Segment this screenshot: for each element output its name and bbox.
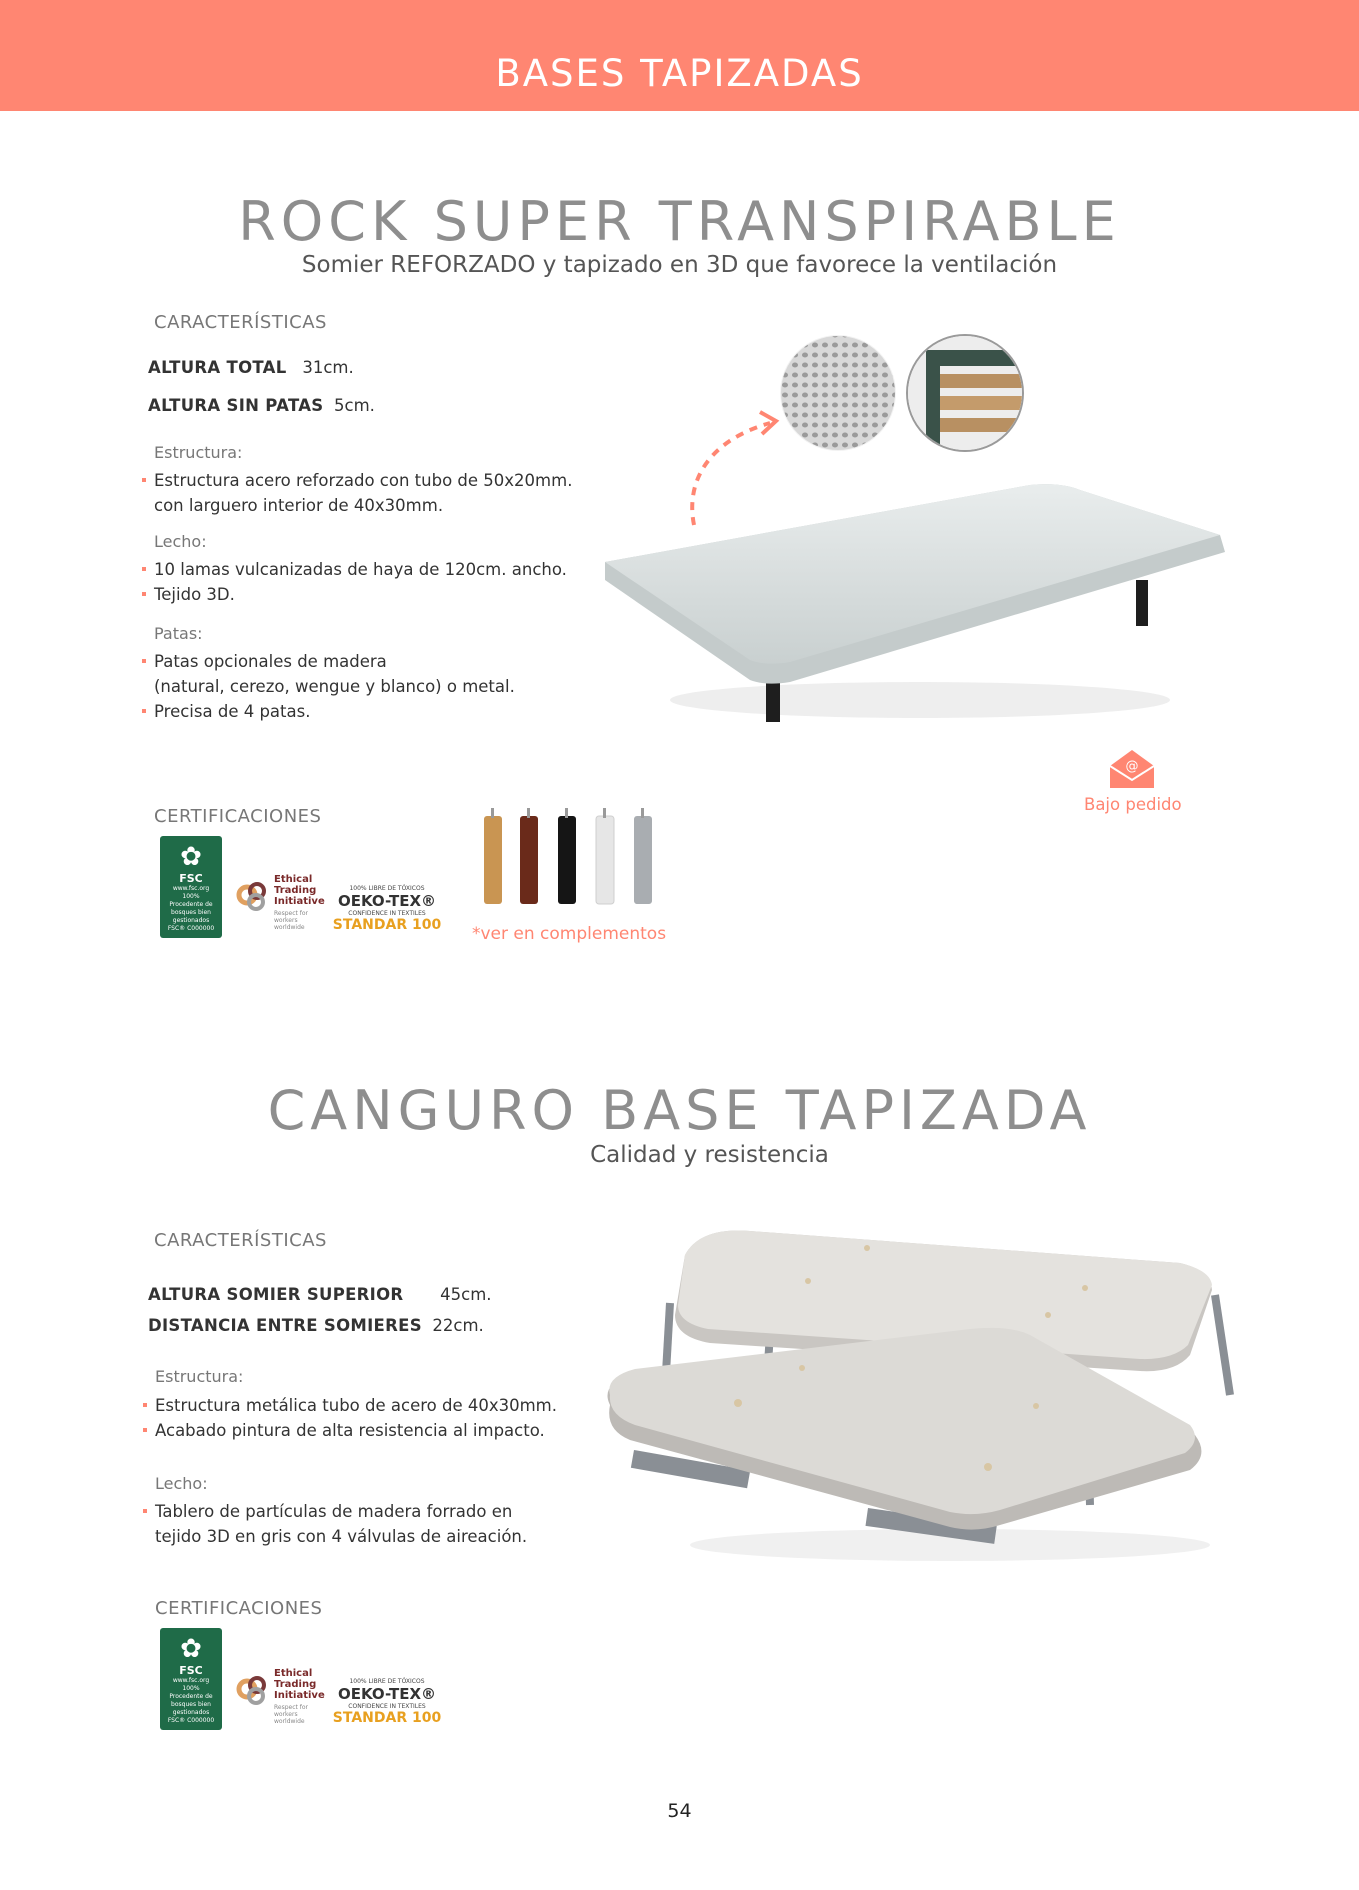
spec-label: DISTANCIA ENTRE SOMIERES	[148, 1316, 422, 1335]
product1-patas-item: Patas opcionales de madera	[142, 649, 387, 674]
product2-lecho-item-cont: tejido 3D en gris con 4 válvulas de aireación.	[155, 1527, 528, 1546]
product2-characteristics-heading: CARACTERÍSTICAS	[154, 1230, 327, 1251]
spec-label: ALTURA SIN PATAS	[148, 396, 324, 415]
product1-spec-altura-total	[148, 358, 354, 377]
bullet-dot	[143, 1509, 147, 1513]
fsc-tree-icon: ✿	[180, 842, 202, 872]
oeko-tex-logo: 100% LIBRE DE TÓXICOS OEKO-TEX® CONFIDENCE IN TEXTILES STANDAR 100	[332, 1678, 442, 1726]
bullet-dot	[142, 659, 146, 663]
oeko-tex-logo: 100% LIBRE DE TÓXICOS OEKO-TEX® CONFIDENCE IN TEXTILES STANDAR 100	[332, 885, 442, 933]
product1-lecho-label: Lecho:	[154, 532, 207, 551]
svg-text:@: @	[1125, 759, 1139, 774]
fsc-logo: ✿ FSC www.fsc.org 100% Procedente de bosques bien gestionados FSC® C000000	[160, 1628, 222, 1730]
product2-certifications-heading: CERTIFICACIONES	[155, 1598, 323, 1619]
product1-lecho-item: 10 lamas vulcanizadas de haya de 120cm. ancho.	[142, 557, 567, 582]
fsc-tree-icon: ✿	[180, 1634, 202, 1664]
product1-characteristics-heading: CARACTERÍSTICAS	[154, 312, 327, 333]
bullet-dot	[142, 592, 146, 596]
bullet-dot	[143, 1403, 147, 1407]
ethical-trading-initiative-logo: Ethical Trading Initiative Respect for workers worldwide	[236, 1668, 326, 1732]
product1-bed-base-image	[590, 330, 1250, 750]
product2-estructura-item: Acabado pintura de alta resistencia al impacto.	[143, 1418, 545, 1443]
legs-note: *ver en complementos	[472, 924, 667, 944]
product2-lecho-item: Tablero de partículas de madera forrado en	[143, 1499, 512, 1524]
legs-options-image	[478, 808, 668, 908]
spec-label: ALTURA SOMIER SUPERIOR	[148, 1285, 404, 1304]
ethical-trading-initiative-logo: Ethical Trading Initiative Respect for workers worldwide	[236, 874, 326, 938]
product1-estructura-item-cont: con larguero interior de 40x30mm.	[154, 496, 444, 515]
product1-subtitle: Somier REFORZADO y tapizado en 3D que favorece la ventilación	[301, 252, 1058, 278]
bullet-dot	[142, 478, 146, 482]
product2-lecho-label: Lecho:	[155, 1474, 208, 1493]
envelope-at-icon	[1108, 748, 1156, 790]
product2-estructura-label: Estructura:	[155, 1367, 244, 1386]
bajo-pedido-label: Bajo pedido	[1084, 795, 1182, 814]
product2-spec-distancia-entre-somieres	[148, 1316, 484, 1335]
page-number: 54	[667, 1800, 692, 1822]
product1-patas-item: Precisa de 4 patas.	[142, 699, 310, 724]
bullet-dot	[143, 1428, 147, 1432]
fsc-logo: ✿ FSC www.fsc.org 100% Procedente de bosques bien gestionados FSC® C000000	[160, 836, 222, 938]
spec-value: 45cm.	[440, 1285, 492, 1304]
product1-estructura-label: Estructura:	[154, 443, 243, 462]
eti-rings-icon	[236, 880, 270, 914]
product1-estructura-item: Estructura acero reforzado con tubo de 50x20mm.	[142, 468, 572, 493]
product1-lecho-item: Tejido 3D.	[142, 582, 235, 607]
spec-value: 22cm.	[432, 1316, 484, 1335]
product1-patas-item-cont: (natural, cerezo, wengue y blanco) o metal.	[154, 677, 515, 696]
product2-spec-altura-somier-superior	[148, 1285, 492, 1304]
spec-label: ALTURA TOTAL	[148, 358, 287, 377]
product2-trundle-base-image	[590, 1225, 1250, 1570]
product2-title: CANGURO BASE TAPIZADA	[267, 1079, 1092, 1142]
bullet-dot	[142, 709, 146, 713]
product2-subtitle: Calidad y resistencia	[590, 1142, 829, 1168]
product1-spec-altura-sin-patas	[148, 396, 375, 415]
bullet-dot	[142, 567, 146, 571]
product1-certifications-heading: CERTIFICACIONES	[154, 806, 322, 827]
product2-estructura-item: Estructura metálica tubo de acero de 40x30mm.	[143, 1393, 557, 1418]
spec-value: 5cm.	[334, 396, 375, 415]
eti-rings-icon	[236, 1674, 270, 1708]
page-header-title: BASES TAPIZADAS	[495, 52, 864, 95]
product1-title: ROCK SUPER TRANSPIRABLE	[238, 190, 1121, 253]
spec-value: 31cm.	[302, 358, 354, 377]
product1-patas-label: Patas:	[154, 624, 203, 643]
